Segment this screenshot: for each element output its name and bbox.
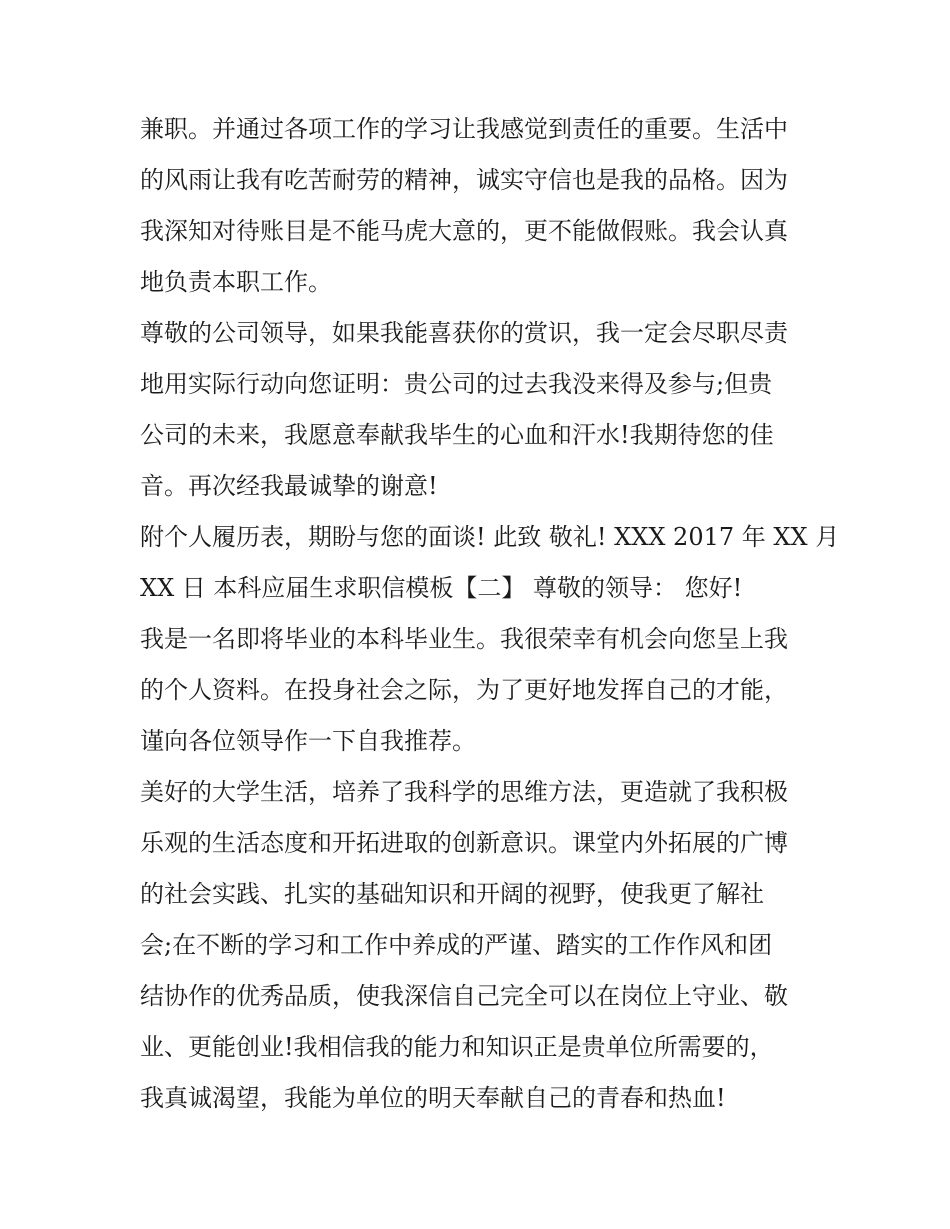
text-line: 我是一名即将毕业的本科毕业生。我很荣幸有机会向您呈上我	[140, 625, 788, 653]
text-line: 结协作的优秀品质，使我深信自己完全可以在岗位上守业、敬	[140, 982, 788, 1010]
text-line: 地负责本职工作。	[140, 268, 332, 296]
text-line: 我真诚渴望，我能为单位的明天奉献自己的青春和热血!	[140, 1084, 726, 1112]
text-line: 音。再次经我最诚挚的谢意!	[140, 472, 438, 500]
text-line: 的风雨让我有吃苦耐劳的精神，诚实守信也是我的品格。因为	[140, 166, 788, 194]
text-line: 我深知对待账目是不能马虎大意的，更不能做假账。我会认真	[140, 217, 788, 245]
text-line: 地用实际行动向您证明：贵公司的过去我没来得及参与;但贵	[140, 370, 773, 398]
text-line: 美好的大学生活，培养了我科学的思维方法，更造就了我积极	[140, 778, 788, 806]
text-line: 附个人履历表，期盼与您的面谈! 此致 敬礼! XXX 2017 年 XX 月	[140, 523, 840, 551]
text-line: 兼职。并通过各项工作的学习让我感觉到责任的重要。生活中	[140, 115, 788, 143]
text-line: 尊敬的公司领导，如果我能喜获你的赏识，我一定会尽职尽责	[140, 319, 788, 347]
text-line: 的社会实践、扎实的基础知识和开阔的视野，使我更了解社	[140, 880, 764, 908]
text-line: 的个人资料。在投身社会之际，为了更好地发挥自己的才能，	[140, 676, 788, 704]
text-line: 会;在不断的学习和工作中养成的严谨、踏实的工作作风和团	[140, 931, 773, 959]
document-body	[140, 104, 840, 1124]
text-line: XX 日 本科应届生求职信模板【二】 尊敬的领导： 您好!	[140, 574, 743, 602]
text-line: 公司的未来，我愿意奉献我毕生的心血和汗水!我期待您的佳	[140, 421, 774, 449]
text-line: 业、更能创业!我相信我的能力和知识正是贵单位所需要的，	[140, 1033, 774, 1061]
text-line: 谨向各位领导作一下自我推荐。	[140, 727, 476, 755]
text-line: 乐观的生活态度和开拓进取的创新意识。课堂内外拓展的广博	[140, 829, 788, 857]
